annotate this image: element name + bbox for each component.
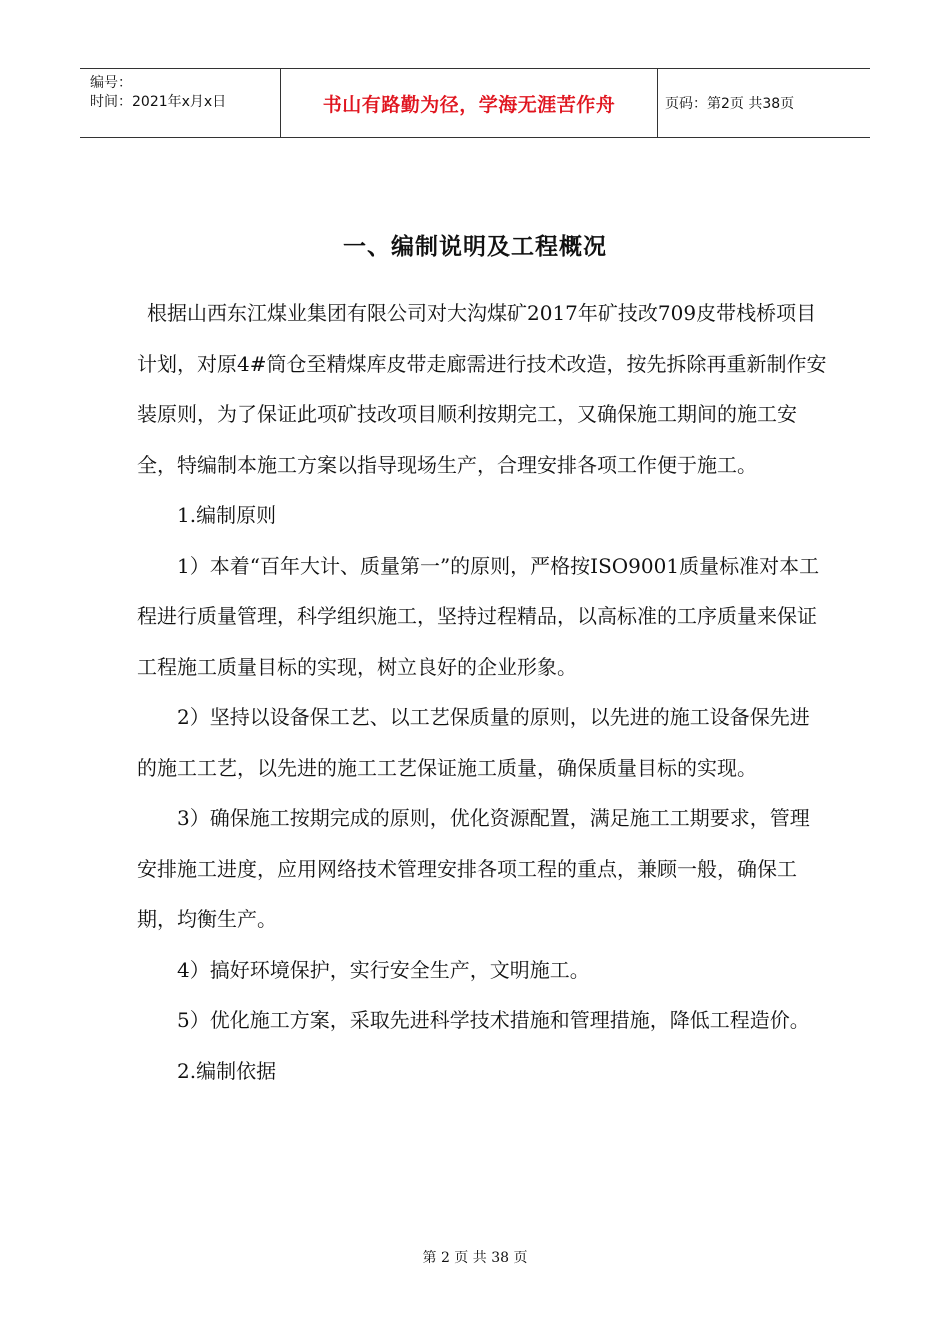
intro-paragraph: 根据山西东江煤业集团有限公司对大沟煤矿2017年矿技改709皮带栈桥项目计划，对原4#筒仓至精煤库皮带走廊需进行技术改造，按先拆除再重新制作安装原则，为了保证此项矿技改项目顺利按期完工，又确保施工期间的施工安全，特编制本施工方案以指导现场生产，合理安排各项工作便于施工。	[137, 301, 827, 477]
header-motto: 书山有路勤为径，学海无涯苦作舟	[322, 93, 616, 116]
principle-item-5: 5）优化施工方案，采取先进科学技术措施和管理措施，降低工程造价。	[177, 1008, 810, 1032]
page-header	[80, 68, 870, 138]
principle-item-3: 3）确保施工按期完成的原则，优化资源配置，满足施工工期要求，管理安排施工进度，应用网络技术管理安排各项工程的重点，兼顾一般，确保工期，均衡生产。	[137, 806, 810, 931]
header-page-info: 页码：第2页 共38页	[665, 96, 795, 112]
header-motto-cell	[280, 69, 658, 137]
subheading-basis: 2.编制依据	[177, 1058, 277, 1083]
page-footer: 第 2 页 共 38 页	[422, 1250, 528, 1266]
subheading-principles: 1.编制原则	[177, 503, 277, 527]
document-time-label: 时间：2021年x月x日	[90, 94, 227, 110]
principle-item-1: 1）本着“百年大计、质量第一”的原则，严格按ISO9001质量标准对本工程进行质量管理，科学组织施工，坚持过程精品，以高标准的工序质量来保证工程施工质量目标的实现，树立良好的企业形象。	[137, 553, 820, 679]
principle-item-2: 2）坚持以设备保工艺、以工艺保质量的原则，以先进的施工设备保先进的施工工艺，以先进的施工工艺保证施工质量，确保质量目标的实现。	[137, 705, 810, 780]
header-page-cell	[657, 69, 870, 137]
section-title: 一、编制说明及工程概况	[343, 234, 607, 260]
document-number-label: 编号：	[90, 75, 132, 91]
principle-item-4: 4）搞好环境保护，实行安全生产，文明施工。	[177, 957, 590, 982]
document-body	[137, 288, 827, 1096]
header-meta	[80, 69, 280, 137]
